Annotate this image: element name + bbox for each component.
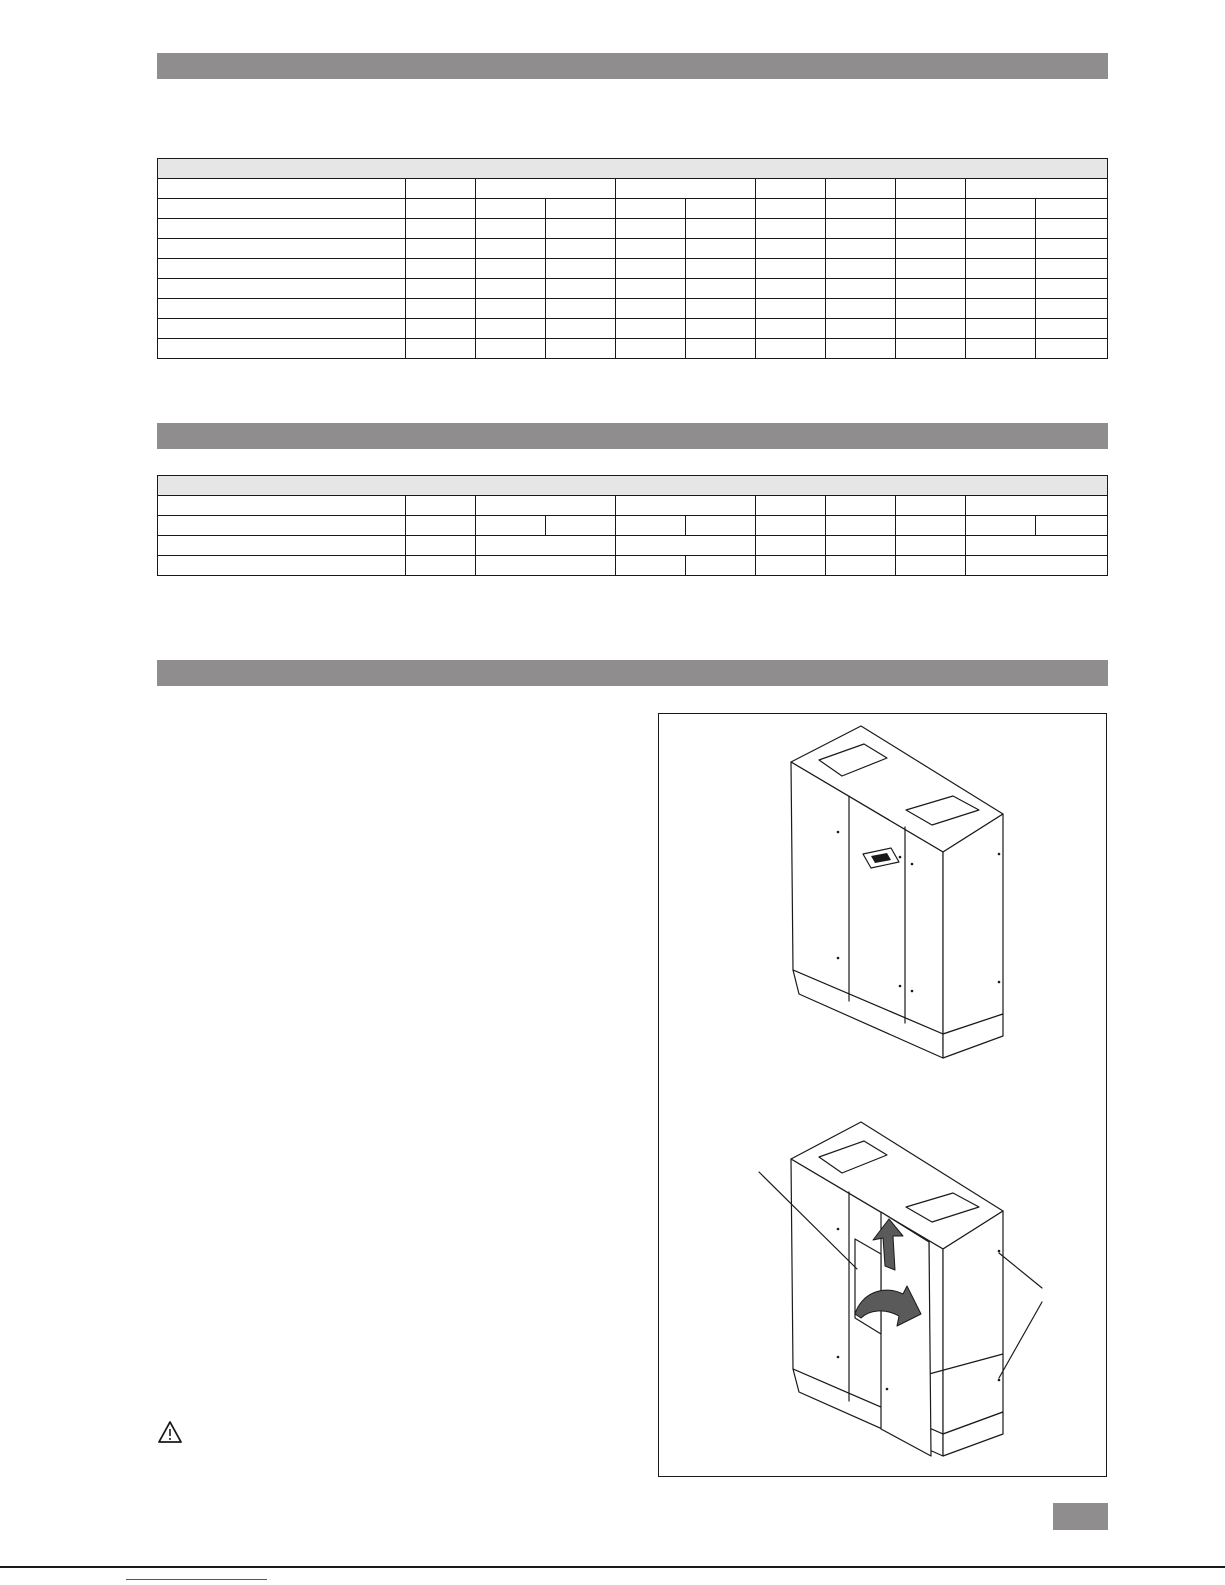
- table-row: [158, 319, 1108, 339]
- table-row: [158, 219, 1108, 239]
- cabinet-illustrations: [659, 714, 1108, 1478]
- cabinet-closed-drawing: [791, 726, 1003, 1058]
- page-number-badge: [1053, 1503, 1108, 1530]
- table-row: [158, 199, 1108, 219]
- table-row: [158, 299, 1108, 319]
- footer-rule: [0, 1566, 1225, 1568]
- data-table-1: [157, 158, 1108, 359]
- section-header-bar-2: [157, 423, 1108, 449]
- data-table-2: [157, 475, 1108, 576]
- cabinet-panel-removal-drawing: [759, 1122, 1042, 1456]
- figure-box: [658, 713, 1107, 1477]
- table-row: [158, 179, 1108, 199]
- table-row: [158, 259, 1108, 279]
- section-header-bar-1: [157, 53, 1108, 79]
- warning-triangle-icon: [157, 1420, 183, 1444]
- footer-link[interactable]: [126, 1579, 267, 1580]
- table-row: [158, 536, 1108, 556]
- table-title-row: [158, 159, 1108, 179]
- table-row: [158, 516, 1108, 536]
- table-row: [158, 556, 1108, 576]
- table-row: [158, 339, 1108, 359]
- table-row: [158, 239, 1108, 259]
- section-header-bar-3: [157, 660, 1108, 686]
- table-row: [158, 496, 1108, 516]
- table-row: [158, 279, 1108, 299]
- table-title-row: [158, 476, 1108, 496]
